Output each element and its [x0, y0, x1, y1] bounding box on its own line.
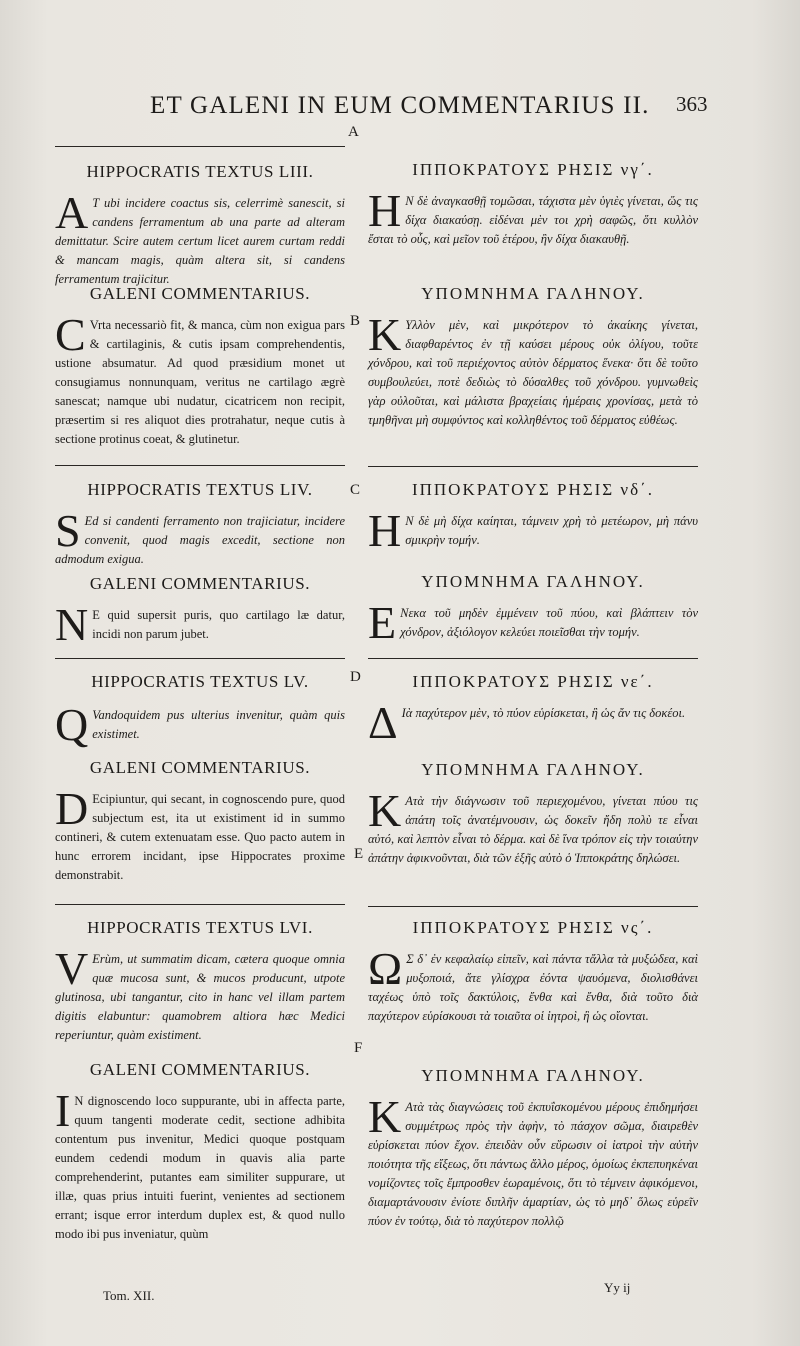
section-text: Δ Ιὰ παχύτερον μὲν, τὸ πύον εὑρίσκεται, ἢ ὡς ἄν τις δοκέοι.	[368, 697, 686, 748]
running-title: ET GALENI IN EUM COMMENTARIUS II.	[150, 92, 650, 119]
section-heading: HIPPOCRATIS TEXTUS LVI.	[87, 918, 313, 937]
section-heading: HIPPOCRATIS TEXTUS LIII.	[86, 162, 314, 181]
section-heading: ΙΠΠΟΚΡΑΤΟΥΣ ΡΗΣΙΣ νδ΄.	[411, 480, 655, 499]
section-text: D Ecipiuntur, qui secant, in cognoscendo pure, quod subjectum est, ita ut existiment id in summo contineri, & cutem extenuatam esse. Quo pacto autem in hunc errorem incidant, ipse Hippocrates proxime demonstrabit.	[55, 783, 345, 882]
page-number: 363	[676, 92, 708, 116]
section-heading: HIPPOCRATIS TEXTUS LV.	[91, 672, 309, 691]
margin-letter-a: A	[348, 124, 359, 140]
rule	[55, 146, 345, 147]
section-heading: ΥΠΟΜΝΗΜΑ ΓΑΛΗΝΟΥ.	[421, 760, 645, 779]
section-text: Κ Υλλὸν μὲν, καὶ μικρότερον τὸ ἀκαίκης γίνεται, διαφθαρέντος ἐν τῇ καύσει μέρους οὐκ ὀλίγου, τοῦτε χόνδρου, καὶ τοῦ περιέχοντος αὐτὸν δέρματος ἕνεκα· ὅτι δὲ τοῦτο συμβουλεύει, ποτὲ δεδιὼς τὸ δύσαλθες τοῦ χόνδρου. γυμνωθεὶς γὰρ οὐλοῦται, καὶ μάλιστα βραχείαις ἡμέραις χρονίσας, μετὰ τὸ τμηθῆναι μὴ συμφύντος καὶ κολληθέντος τοῦ δέρματος εὐθέως.	[368, 309, 698, 427]
greek-section	[368, 1066, 698, 1231]
latin-section	[55, 162, 345, 289]
drop-cap: Κ	[368, 785, 402, 836]
drop-cap: Ε	[368, 597, 397, 648]
section-text: Κ Ατὰ τὴν διάγνωσιν τοῦ περιεχομένου, γίνεται πύου τις ἀπάτη τοῖς ἀνατέμνουσιν, ὡς δοκεῖν ἤδη πολὺ τε εἶναι αὐτό, καὶ λεπτὸν εἶναι τὸ δέρμα. καὶ δὲ ἵνα τρόπον εἰς τὴν τοιαύτην ἀπάτην ἀφικνοῦνται, διὰ τῶν ἑξῆς αὐτὸ ὁ Ἱπποκράτης δηλώσει.	[368, 785, 698, 865]
section-text: N E quid supersit puris, quo cartilago læ datur, incidi non parum jubet.	[55, 599, 345, 650]
drop-cap: Δ	[368, 697, 398, 748]
latin-section	[55, 758, 345, 885]
section-heading: ΥΠΟΜΝΗΜΑ ΓΑΛΗΝΟΥ.	[421, 1066, 645, 1085]
section-text: S Ed si candenti ferramento non trajiciatur, incidere convenit, quod magis excedit, sectione non admodum exigua.	[55, 505, 345, 566]
greek-section	[368, 480, 698, 556]
drop-cap: Η	[368, 505, 402, 556]
signature-mark: Yy ij	[604, 1280, 631, 1295]
drop-cap: N	[55, 599, 89, 650]
drop-cap: I	[55, 1085, 71, 1136]
section-text: V Erùm, ut summatim dicam, cætera quoque omnia quæ mucosa sunt, & mucos producunt, utpote glutinosa, ubi tangantur, cito in hanc vel illam partem digitis elabuntur: quamobrem altiora hæc Medici reperiuntur, quàm existiment.	[55, 943, 345, 1042]
margin-letter-b: B	[350, 313, 361, 329]
section-text: Η Ν δὲ ἀναγκασθῇ τομῶσαι, τάχιστα μὲν ὑγιὲς γίνεται, ὥς τις δίχα διακαύσῃ. εἰδέναι μὲν τοι χρὴ σαφῶς, ὅτι κυλλὸν ἔσται τὸ οὖς, καὶ μεῖον τοῦ ἑτέρου, ἢν δίχα διακαυθῇ.	[368, 185, 698, 246]
latin-section	[55, 284, 345, 449]
volume-catchword: Tom. XII.	[103, 1288, 155, 1303]
rule	[368, 466, 698, 467]
section-heading: GALENI COMMENTARIUS.	[89, 758, 311, 777]
margin-letter-c: C	[350, 482, 361, 498]
section-heading: ΙΠΠΟΚΡΑΤΟΥΣ ΡΗΣΙΣ νε΄.	[412, 672, 654, 691]
greek-section	[368, 160, 698, 249]
section-heading: ΥΠΟΜΝΗΜΑ ΓΑΛΗΝΟΥ.	[421, 284, 645, 303]
section-heading: GALENI COMMENTARIUS.	[89, 1060, 311, 1079]
section-heading: ΙΠΠΟΚΡΑΤΟΥΣ ΡΗΣΙΣ νς΄.	[412, 918, 654, 937]
greek-section	[368, 760, 698, 868]
margin-letter-d: D	[350, 669, 361, 685]
section-text: A T ubi incidere coactus sis, celerrimè sanescit, si candens ferramentum ab una parte ad alteram demittatur. Scire autem certum licet aurem curtam reddi & mancam magis, quàm altera sit, si candens ferramentum trajicitur.	[55, 187, 345, 286]
drop-cap: Ω	[368, 943, 403, 994]
rule	[55, 904, 345, 905]
latin-section	[55, 672, 345, 750]
margin-letter-e: E	[354, 846, 364, 862]
drop-cap: S	[55, 505, 81, 556]
margin-letter-f: F	[354, 1040, 363, 1056]
rule	[368, 906, 698, 907]
greek-section	[368, 572, 698, 648]
section-heading: GALENI COMMENTARIUS.	[89, 574, 311, 593]
section-text: I N dignoscendo loco suppurante, ubi in affecta parte, quum tangenti moderate cedit, sectione adhibita contentum pus invenitur, Medici quoque postquam eundem cedendi modum in quavis alia parte comprehenderint, putantes eam similiter suppurare, ut illæ, quas prius intuiti fuerint, venientes ad sectionem errant; isque error interdum duplex est, & quod nullo modo ibi pus inveniatur, quùm	[55, 1085, 345, 1241]
section-text: C Vrta necessariò fit, & manca, cùm non exigua pars & cartilaginis, & cutis ipsam comprehendentis, ustione absumatur. Ad quod præsidium monet ut consugiamus nonnunquam, veritus ne cartilago ægrè sanescat; namque ubi nudatur, cicatricem non recipit, præsertim si res aliquot dies protrahatur, neque cutis à sectione protinus coeat, & glutinetur.	[55, 309, 345, 446]
drop-cap: Κ	[368, 1091, 402, 1142]
greek-section	[368, 918, 698, 1026]
drop-cap: Κ	[368, 309, 402, 360]
latin-section	[55, 480, 345, 569]
drop-cap: C	[55, 309, 86, 360]
section-heading: ΥΠΟΜΝΗΜΑ ΓΑΛΗΝΟΥ.	[421, 572, 645, 591]
drop-cap: Η	[368, 185, 402, 236]
section-heading: HIPPOCRATIS TEXTUS LIV.	[87, 480, 313, 499]
drop-cap: Q	[55, 699, 89, 750]
greek-section	[368, 672, 698, 748]
greek-section	[368, 284, 698, 430]
rule	[55, 658, 345, 659]
rule	[55, 465, 345, 466]
section-heading: ΙΠΠΟΚΡΑΤΟΥΣ ΡΗΣΙΣ νγ΄.	[412, 160, 654, 179]
rule	[368, 658, 698, 659]
section-text: Ε Νεκα τοῦ μηδὲν ἐμμένειν τοῦ πύου, καὶ βλάπτειν τὸν χόνδρον, ἀξιόλογον κελεύει ποιεῖσθαι τὴν τομήν.	[368, 597, 698, 648]
latin-section	[55, 1060, 345, 1244]
section-text: Q Vandoquidem pus ulterius invenitur, quàm quis existimet.	[55, 699, 345, 750]
latin-section	[55, 918, 345, 1045]
section-text: Η Ν δὲ μὴ δίχα καίηται, τάμνειν χρὴ τὸ μετέωρον, μὴ πάνυ σμικρὴν τομήν.	[368, 505, 698, 556]
section-text: Κ Ατὰ τὰς διαγνώσεις τοῦ ἐκπυΐσκομένου μέρους ἐπιδημήσει συμμέτρως πρὸς τὴν ἀφὴν, τὸ πάσχον σῶμα, διαιρεθὲν εὑρίσκεται πύον ἔχον. ἐπειδὰν οὖν εὕρωσιν οἱ ἰατροὶ τὴν αὐτὴν ποιότητα τῆς εἴξεως, ὅτι πάντως ἄλλο μέρος, ὁμοίως ἐκπεπυηκέναι νομίζοντες τοῖς ἔμπροσθεν ἑωραμένοις, ὅτι τὸ τέμνειν ἀφικόμενοι, διαμαρτάνουσιν ἐνίοτε διπλῆν ἁμαρτίαν, ὡς τὸ μηδ᾽ ὅλως εὑρεῖν πύον ἐν τούτῳ, διὰ τὸ παχύτερον πολλῷ	[368, 1091, 698, 1228]
section-heading: GALENI COMMENTARIUS.	[89, 284, 311, 303]
running-head	[0, 92, 800, 132]
drop-cap: D	[55, 783, 89, 834]
drop-cap: V	[55, 943, 89, 994]
section-text: Ω Σ δ᾽ ἐν κεφαλαίῳ εἰπεῖν, καὶ πάντα τἄλλα τὰ μυξώδεα, καὶ μυξοποιά, ἅτε γλίσχρα ἐόντα ψαυόμενα, διολισθάνει ταχέως ὑπὸ τοῖς δακτύλοις, ἔνθα καὶ ἔνθα, διὰ τοῦτο διὰ παχύτερον εὑρίσκουσι τὰ τοιαῦτα οἱ ἰητροὶ, ἢ ὡς οἴονται.	[368, 943, 698, 1023]
drop-cap: A	[55, 187, 89, 238]
latin-section	[55, 574, 345, 650]
